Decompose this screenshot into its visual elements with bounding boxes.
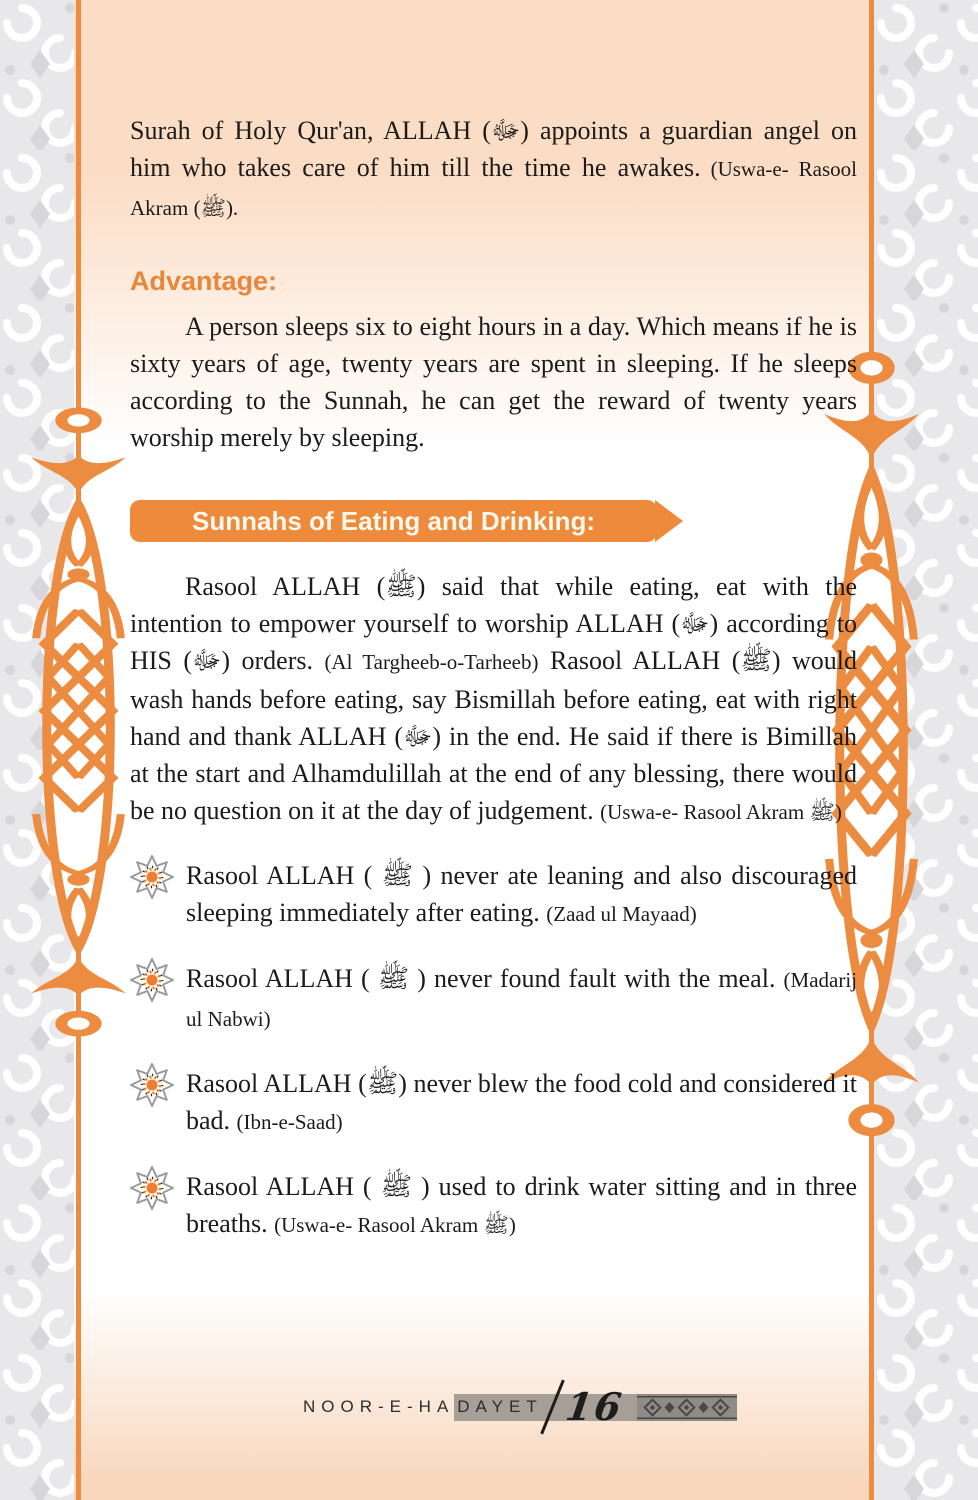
- section-source: (Uswa-e- Rasool Akram ﷺ): [600, 800, 842, 824]
- section-banner: [130, 500, 657, 542]
- flower-bullet-icon: [130, 958, 174, 1002]
- bullet-text: Rasool ALLAH ( ﷺ ) never found fault with the meal. (Madarij ul Nabwi): [186, 964, 858, 1031]
- advantage-heading: Advantage:: [130, 266, 278, 296]
- footer-ornament-bar: [637, 1394, 737, 1421]
- bullet-source: (Uswa-e- Rasool Akram ﷺ): [274, 1213, 516, 1237]
- bullet-item: [130, 960, 857, 1038]
- flower-bullet-icon: [130, 1063, 174, 1107]
- bullet-source: (Madarij ul Nabwi): [186, 968, 858, 1031]
- section-banner-label: Sunnahs of Eating and Drinking:: [192, 506, 595, 536]
- page-content: [130, 0, 857, 1271]
- section-source: (Al Targheeb-o-Tarheeb): [324, 650, 539, 674]
- footer-page-number: 16: [562, 1384, 626, 1429]
- advantage-paragraph: A person sleeps six to eight hours in a day. Which means if he is sixty years of age, twenty years are spent in sleeping. If he sleeps according to the Sunnah, he can get the reward of twenty years worship merely by sleeping.: [130, 312, 857, 452]
- intro-text: Surah of Holy Qur'an, ALLAH (ﷻ) appoints a guardian angel on him who takes care of him till the time he awakes.: [130, 116, 857, 182]
- sunnah-bullet-list: [130, 857, 857, 1244]
- footer-title-prefix: NOOR-E-HA: [303, 1397, 455, 1416]
- bullet-text: Rasool ALLAH ( ﷺ ) never ate leaning and also discouraged sleeping immediately after eating. (Zaad ul Mayaad): [186, 861, 857, 927]
- intro-paragraph: [130, 112, 857, 227]
- left-ornament: [18, 398, 139, 1046]
- bullet-item: [130, 1168, 857, 1244]
- bullet-text: Rasool ALLAH (ﷺ) never blew the food cold and considered it bad. (Ibn-e-Saad): [186, 1069, 858, 1135]
- section-text: Rasool ALLAH (ﷺ) said that while eating, eat with the intention to empower yourself to worship ALLAH (ﷻ) according to HIS (ﷻ) orders.: [130, 572, 858, 675]
- page-footer: [303, 1384, 737, 1429]
- intro-source: (Uswa-e- Rasool Akram (ﷺ).: [130, 157, 857, 220]
- footer-title-highlight: DAYET: [457, 1397, 543, 1416]
- bullet-item: [130, 1065, 857, 1141]
- bullet-text: Rasool ALLAH ( ﷺ ) used to drink water sitting and in three breaths. (Uswa-e- Rasool Akram ﷺ): [186, 1172, 857, 1238]
- section-text: Rasool ALLAH (ﷺ) would wash hands before eating, say Bismillah before eating, eat with right hand and thank ALLAH (ﷻ) in the end. He said if there is Bimillah at the start and Alhamdulillah at the end of any blessing, there would be no question on it at the day of judgement.: [130, 646, 857, 825]
- flower-bullet-icon: [130, 1166, 174, 1210]
- bullet-source: (Zaad ul Mayaad): [546, 902, 697, 926]
- bullet-item: [130, 857, 857, 933]
- bullet-source: (Ibn-e-Saad): [236, 1110, 343, 1134]
- flower-bullet-icon: [130, 855, 174, 899]
- section-paragraph: [130, 568, 857, 831]
- footer-band: [454, 1384, 736, 1429]
